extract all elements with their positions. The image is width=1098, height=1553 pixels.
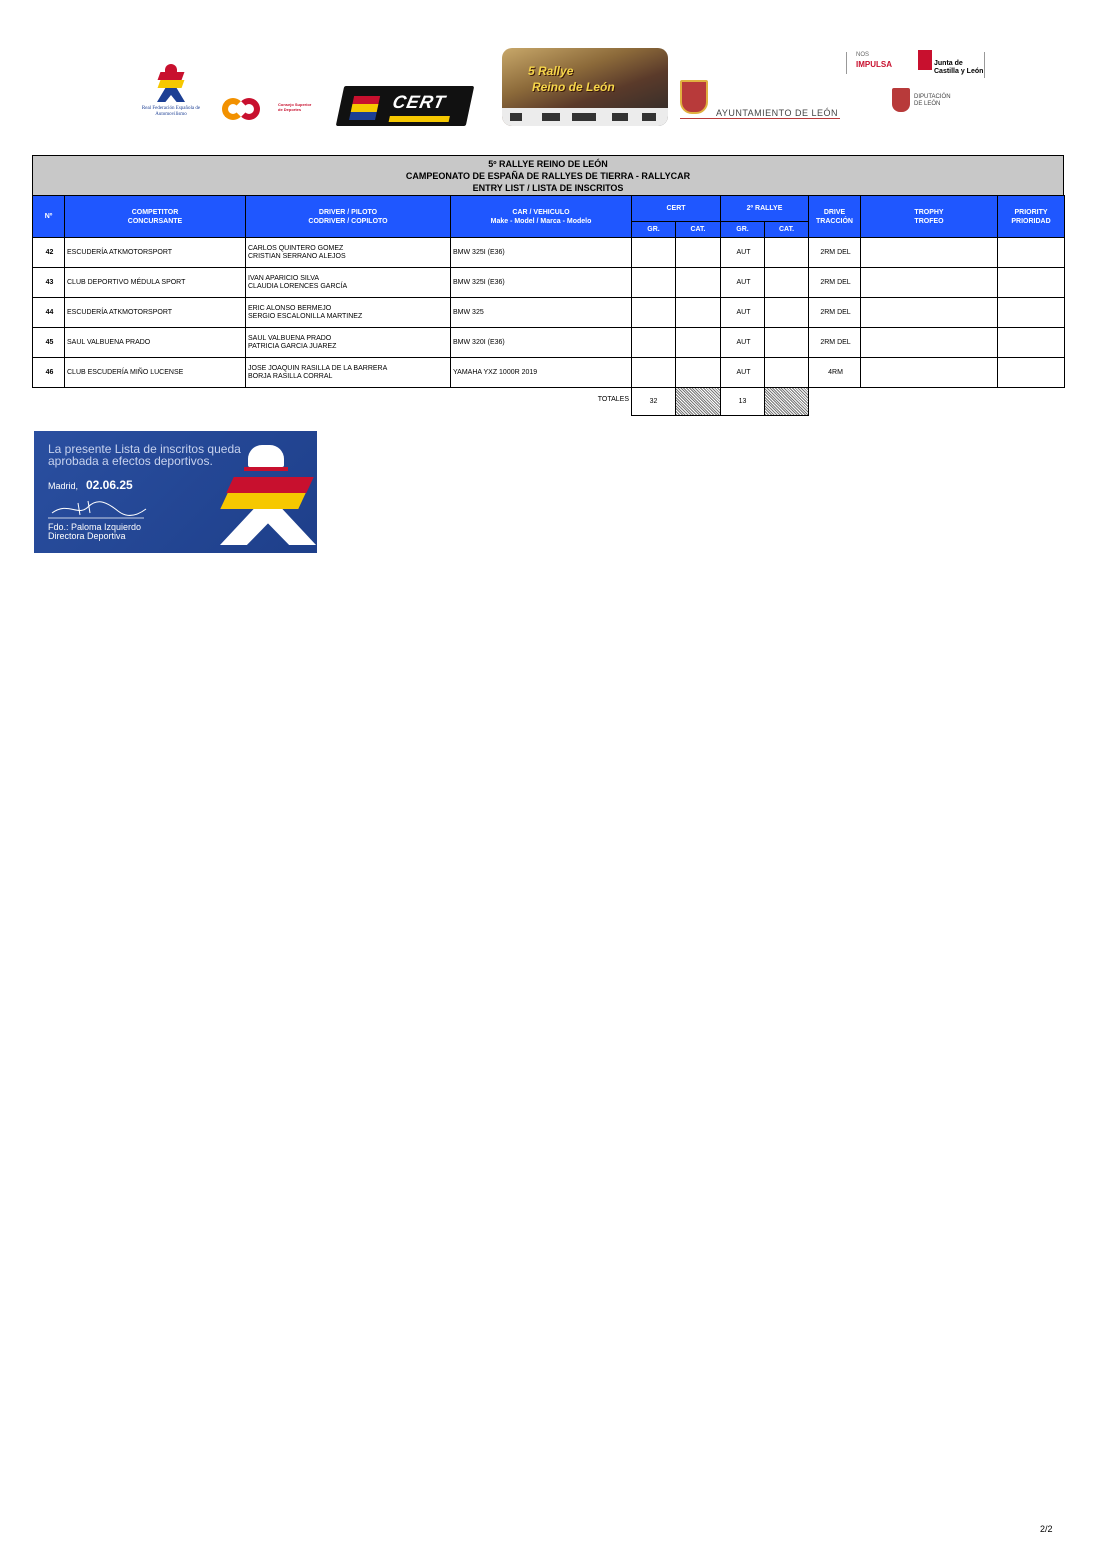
entry-number: 45 [33, 328, 65, 358]
trophy-cell [861, 238, 998, 268]
impulsa-text: IMPULSA [856, 60, 892, 69]
car-cell: BMW 320I (E36) [451, 328, 632, 358]
col-driver: DRIVER / PILOTO CODRIVER / COPILOTO [246, 196, 451, 238]
codriver-name: PATRICIA GARCIA JUAREZ [248, 342, 337, 350]
crew-cell [246, 238, 451, 268]
car-cell: BMW 325I (E36) [451, 268, 632, 298]
totals-cert-gr: 32 [631, 388, 676, 416]
rfea-a-icon [220, 509, 316, 545]
leon-shield-icon [680, 80, 708, 114]
entry-table [32, 195, 1065, 388]
priority-cell [998, 358, 1065, 388]
championship-title: CAMPEONATO DE ESPAÑA DE RALLYES DE TIERRA - RALLYCAR [405, 171, 691, 181]
totals-r2-gr: 13 [720, 388, 765, 416]
r2-gr-cell: AUT [721, 268, 765, 298]
cert-gr-cell [632, 328, 676, 358]
priority-cell [998, 268, 1065, 298]
diputacion-shield-icon [892, 88, 910, 112]
priority-cell [998, 328, 1065, 358]
r2-cat-cell [765, 238, 809, 268]
car-cell: BMW 325 [451, 298, 632, 328]
rfea-emblem-icon [155, 64, 187, 104]
codriver-name: CLAUDIA LORENCES GARCÍA [248, 282, 348, 290]
entry-number: 42 [33, 238, 65, 268]
trophy-cell [861, 298, 998, 328]
col-cert: CERT [632, 196, 721, 222]
cert-cat-cell [676, 268, 721, 298]
crew-cell [246, 268, 451, 298]
totals-row [32, 388, 1064, 418]
logos-header [130, 40, 1010, 140]
page-number: 2/2 [1040, 1524, 1053, 1534]
driver-name: CARLOS QUINTERO GOMEZ [248, 244, 344, 252]
poster-sponsor-bar [502, 108, 668, 126]
signatory: Fdo.: Paloma Izquierdo Directora Deportiva [48, 522, 142, 541]
event-title: 5º RALLYE REINO DE LEÓN [488, 159, 608, 169]
car-cell: YAMAHA YXZ 1000R 2019 [451, 358, 632, 388]
poster-title-line2: Reino de León [532, 80, 615, 94]
csd-logo-text: Consejo Superior de Deportes [278, 102, 312, 112]
r2-gr-cell: AUT [721, 298, 765, 328]
crew-cell [246, 358, 451, 388]
col-trophy: TROPHY TROFEO [861, 196, 998, 238]
priority-cell [998, 238, 1065, 268]
col-competitor: COMPETITOR CONCURSANTE [65, 196, 246, 238]
cert-gr-cell [632, 268, 676, 298]
r2-cat-cell [765, 268, 809, 298]
totals-r2-cat-hatched [764, 388, 809, 416]
rfea-flag-red [226, 477, 313, 493]
entry-list-sheet [32, 155, 1064, 418]
driver-name: ERIC ALONSO BERMEJO [248, 304, 332, 312]
rally-poster-logo [502, 48, 668, 126]
col-cert-cat: CAT. [676, 222, 721, 238]
trophy-cell [861, 328, 998, 358]
drive-cell: 2RM DEL [809, 298, 861, 328]
r2-gr-cell: AUT [721, 358, 765, 388]
codriver-name: CRISTIAN SERRANO ALEJOS [248, 252, 346, 260]
cert-cat-cell [676, 328, 721, 358]
junta-emblem-icon [918, 50, 932, 70]
totals-cert-cat-hatched [675, 388, 721, 416]
junta-text: Junta de Castilla y León [934, 60, 984, 75]
driver-name: SAUL VALBUENA PRADO [248, 334, 332, 342]
col-r2-cat: CAT. [765, 222, 809, 238]
drive-cell: 4RM [809, 358, 861, 388]
priority-cell [998, 298, 1065, 328]
col-num: Nº [33, 196, 65, 238]
driver-name: IVAN APARICIO SILVA [248, 274, 320, 282]
cert-flag-icon [349, 96, 380, 120]
cert-logo-text: CERT [390, 92, 448, 112]
approval-text: La presente Lista de inscritos queda aprobada a efectos deportivos. [48, 442, 241, 468]
col-r2-gr: GR. [721, 222, 765, 238]
poster-title-line1: 5 Rallye [528, 64, 574, 78]
competitor-cell: ESCUDERÍA ATKMOTORSPORT [65, 238, 246, 268]
entry-number: 44 [33, 298, 65, 328]
codriver-name: SERGIO ESCALONILLA MARTINEZ [248, 312, 363, 320]
r2-cat-cell [765, 358, 809, 388]
cert-cat-cell [676, 298, 721, 328]
cert-cat-cell [676, 358, 721, 388]
drive-cell: 2RM DEL [809, 268, 861, 298]
cert-gr-cell [632, 238, 676, 268]
codriver-name: BORJA RASILLA CORRAL [248, 372, 333, 380]
table-row [33, 238, 1065, 268]
ayuntamiento-text: AYUNTAMIENTO DE LEÓN [716, 108, 839, 118]
approval-date: 02.06.25 [86, 478, 133, 492]
title-block [32, 155, 1064, 195]
table-row [33, 268, 1065, 298]
competitor-cell: CLUB DEPORTIVO MÉDULA SPORT [65, 268, 246, 298]
competitor-cell: SAUL VALBUENA PRADO [65, 328, 246, 358]
r2-cat-cell [765, 328, 809, 358]
crew-cell [246, 298, 451, 328]
col-car: CAR / VEHICULO Make - Model / Marca - Modelo [451, 196, 632, 238]
list-title: ENTRY LIST / LISTA DE INSCRITOS [472, 183, 624, 193]
entry-number: 46 [33, 358, 65, 388]
table-row [33, 358, 1065, 388]
ayuntamiento-leon-logo [680, 80, 840, 120]
diputacion-leon-logo [892, 88, 982, 118]
cert-gr-cell [632, 298, 676, 328]
col-rallye2: 2º RALLYE [721, 196, 809, 222]
diputacion-text: DIPUTACIÓN DE LEÓN [914, 94, 951, 107]
r2-cat-cell [765, 298, 809, 328]
rfea-logo-text: Real Federación Española de Automovilismo [141, 106, 201, 117]
cert-gr-cell [632, 358, 676, 388]
entry-number: 43 [33, 268, 65, 298]
r2-gr-cell: AUT [721, 328, 765, 358]
crown-icon [248, 445, 284, 467]
csd-logo [222, 96, 322, 126]
trophy-cell [861, 268, 998, 298]
competitor-cell: CLUB ESCUDERÍA MIÑO LUCENSE [65, 358, 246, 388]
drive-cell: 2RM DEL [809, 238, 861, 268]
cert-logo [336, 86, 475, 126]
approval-place: Madrid, [48, 481, 79, 491]
rfea-logo [136, 64, 206, 118]
rallycar-stripe [389, 116, 450, 122]
col-cert-gr: GR. [632, 222, 676, 238]
col-priority: PRIORITY PRIORIDAD [998, 196, 1065, 238]
nos-text: NOS [856, 52, 870, 58]
totals-label: TOTALES [597, 396, 629, 403]
driver-name: JOSE JOAQUIN RASILLA DE LA BARRERA [248, 364, 388, 372]
r2-gr-cell: AUT [721, 238, 765, 268]
car-cell: BMW 325I (E36) [451, 238, 632, 268]
rfea-flag-yellow [220, 493, 305, 509]
trophy-cell [861, 358, 998, 388]
crew-cell [246, 328, 451, 358]
col-drive: DRIVE TRACCIÓN [809, 196, 861, 238]
table-row [33, 328, 1065, 358]
signature-icon [48, 499, 148, 519]
csd-s-icon [238, 98, 260, 120]
junta-castilla-leon-logo [846, 48, 996, 84]
approval-stamp [34, 431, 317, 553]
cert-cat-cell [676, 238, 721, 268]
competitor-cell: ESCUDERÍA ATKMOTORSPORT [65, 298, 246, 328]
drive-cell: 2RM DEL [809, 328, 861, 358]
table-row [33, 298, 1065, 328]
